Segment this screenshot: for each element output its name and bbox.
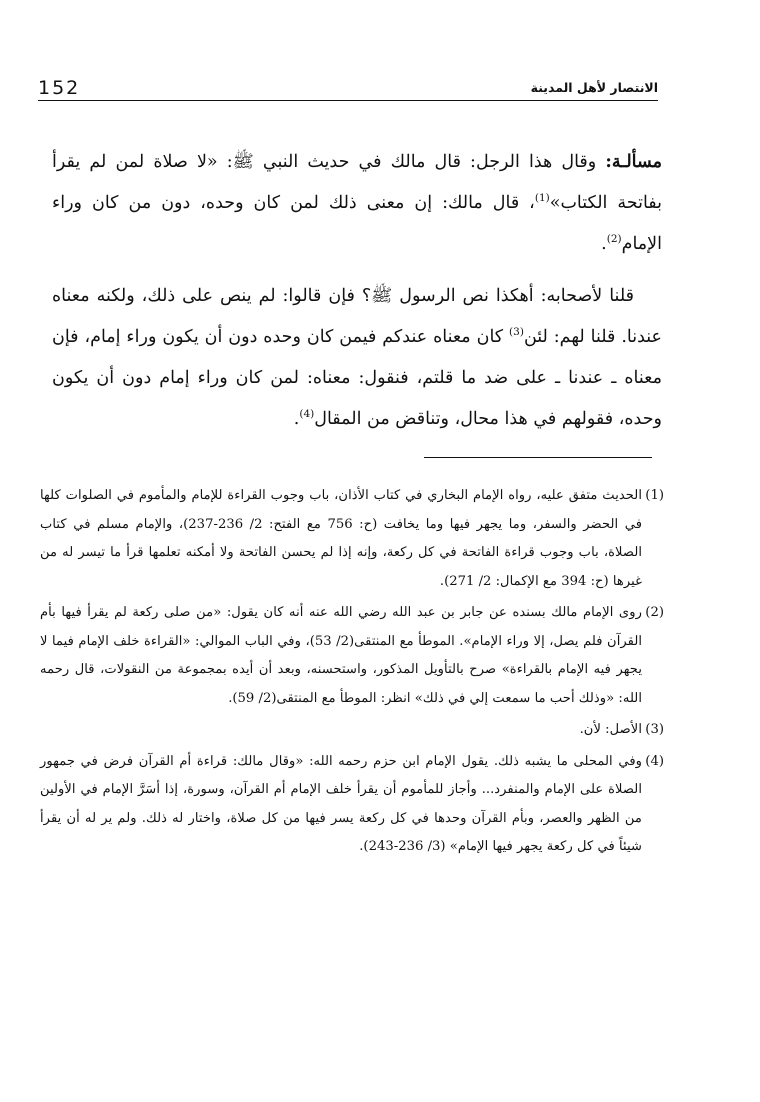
footnote-text: الأصل: لأن.: [579, 722, 642, 737]
footnote-3: [40, 716, 664, 745]
footnote-number: (1): [645, 488, 664, 503]
footnote-4: [40, 748, 664, 862]
footnote-2: [40, 599, 664, 713]
paragraph-2-text-a: قلنا لأصحابه: أهكذا نص الرسول ﷺ؟ فإن قالوا: لم ينص على ذلك، ولكنه معناه عندنا. قلنا لهم: لئن: [52, 286, 662, 347]
page-number: 152: [38, 77, 81, 99]
footnote-ref-2: (2): [606, 233, 622, 246]
paragraph-2: [52, 276, 662, 440]
page-header: [38, 78, 658, 101]
footnotes: [40, 482, 664, 865]
footnote-number: (3): [645, 722, 664, 737]
footnote-text: الحديث متفق عليه، رواه الإمام البخاري في كتاب الأذان، باب وجوب القراءة للإمام والمأموم في الصلوات كلها في الحضر والسفر، وما يجهر فيها وما يخافت (ح: 756 مع الفتح: 2/ 236-237)، والإمام مسلم في كتاب الصلاة، باب وجوب قراءة الفاتحة في كل ركعة، وإنه إذا لم يحسن الفاتحة ولا أمكنه تعلمها قرأ ما تيسر له من غيرها (ح: 394 مع الإكمال: 2/ 271).: [40, 488, 642, 589]
footnote-ref-3: (3): [509, 326, 524, 339]
footnote-ref-1: (1): [534, 192, 550, 205]
footnote-number: (2): [645, 605, 664, 620]
running-title: الانتصار لأهل المدينة: [530, 80, 658, 95]
paragraph-1: [52, 142, 662, 265]
issue-label: مسألـة:: [605, 152, 662, 172]
footnote-number: (4): [645, 753, 664, 769]
paragraph-1-text-c: .: [601, 234, 607, 254]
footnote-separator: [424, 457, 652, 458]
paragraph-2-text-b: كان معناه عندكم فيمن كان وحده دون أن يكون وراء إمام، فإن معناه ـ عندنا ـ على ضد ما قلتم، فنقول: معناه: لمن كان وراء إمام دون أن يكون وحده، فقولهم في هذا محال، وتناقض من المقال: [52, 327, 662, 429]
footnote-ref-4: (4): [299, 408, 315, 421]
main-text: [52, 142, 662, 451]
footnote-text: وفي المحلى ما يشبه ذلك. يقول الإمام ابن حزم رحمه الله: «وقال مالك: قراءة أم القرآن فرض في جمهور الصلاة على الإمام والمنفرد... وأجاز للمأموم أن يقرأ خلف الإمام أم القرآن، وسورة، إذا أسَرَّ الإمام في الأولين من الظهر والعصر، وبأم القرآن وحدها في كل ركعة يسر فيها من كل صلاة، واختار له ذلك. ولم ير له أن يقرأ شيئاً في كل ركعة يجهر فيها الإمام» (3/ 236-243).: [40, 753, 642, 854]
paragraph-2-text-c: .: [293, 409, 300, 429]
paragraph-1-text-a: وقال هذا الرجل: قال مالك في حديث النبي ﷺ: «لا صلاة لمن لم يقرأ بفاتحة الكتاب»: [52, 152, 663, 213]
paragraph-1-text-b: ، قال مالك: إن معنى ذلك لمن كان وحده، دون من كان وراء الإمام: [52, 193, 662, 254]
footnote-1: [40, 482, 664, 596]
footnote-text: روى الإمام مالك بسنده عن جابر بن عبد الله رضي الله عنه أنه كان يقول: «من صلى ركعة لم يقرأ فيها بأم القرآن فلم يصل، إلا وراء الإمام». الموطأ مع المنتقى(2/ 53)، وفي الباب الموالي: «القراءة خلف الإمام فيما لا يجهر فيه الإمام بالقراءة» صرح بالتأويل المذكور، واستحسنه، وبعد أن أيده بمجموعة من النقولات، قال رحمه الله: «وذلك أحب ما سمعت إلي في ذلك» انظر: الموطأ مع المنتقى(2/ 59).: [40, 605, 643, 706]
